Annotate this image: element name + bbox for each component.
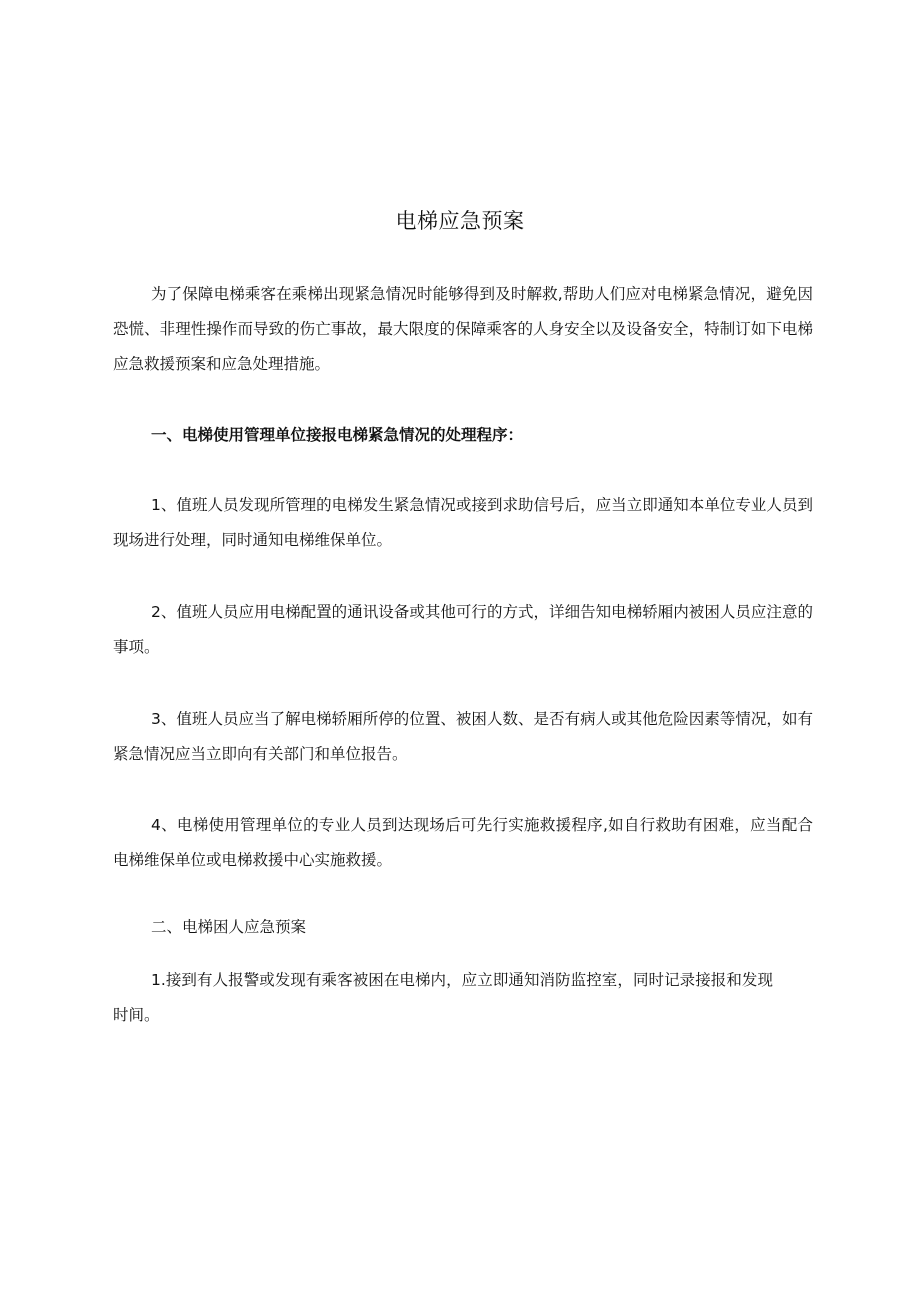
section1-item-1: 1、值班人员发现所管理的电梯发生紧急情况或接到求助信号后，应当立即通知本单位专业人员到现场进行处理，同时通知电梯维保单位。 (113, 496, 813, 549)
section1-item-4: 4、电梯使用管理单位的专业人员到达现场后可先行实施救援程序,如自行救助有困难，应当配合电梯维保单位或电梯救援中心实施救援。 (113, 816, 813, 869)
section1-item-3: 3、值班人员应当了解电梯轿厢所停的位置、被困人数、是否有病人或其他危险因素等情况，如有紧急情况应当立即向有关部门和单位报告。 (113, 710, 813, 763)
section1-heading: 一、电梯使用管理单位接报电梯紧急情况的处理程序： (151, 426, 524, 444)
document-title: 电梯应急预案 (395, 209, 525, 233)
section2-item-1: 1.接到有人报警或发现有乘客被困在电梯内，应立即通知消防监控室，同时记录接报和发现时间。 (113, 971, 773, 1024)
section1-item-2: 2、值班人员应用电梯配置的通讯设备或其他可行的方式，详细告知电梯轿厢内被困人员应注意的事项。 (113, 603, 813, 656)
intro-paragraph: 为了保障电梯乘客在乘梯出现紧急情况时能够得到及时解救,帮助人们应对电梯紧急情况，避免因恐慌、非理性操作而导致的伤亡事故，最大限度的保障乘客的人身安全以及设备安全，特制订如下电梯应急救援预案和应急处理措施。 (113, 285, 813, 373)
section2-heading: 二、电梯困人应急预案 (151, 918, 307, 936)
